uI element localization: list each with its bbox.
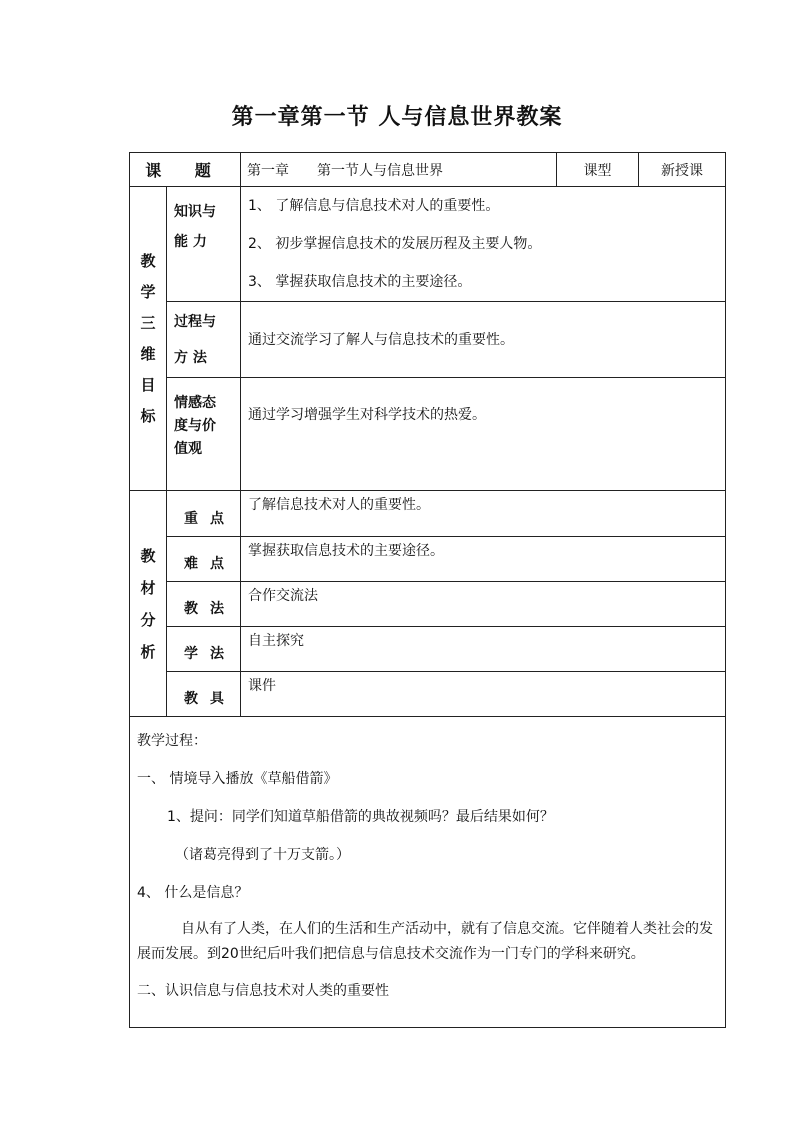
process-question-1: 1、提问：同学们知道草船借箭的典故视频吗？最后结果如何？ xyxy=(167,809,554,825)
lesson-section: 第一节人与信息世界 xyxy=(317,162,444,179)
header-row xyxy=(130,153,726,187)
objectives-group-label: 教 学 三 维 目 标 xyxy=(130,187,167,491)
analysis-label: 学 法 xyxy=(167,627,241,672)
type-value: 新授课 xyxy=(639,153,726,187)
analysis-label: 教 具 xyxy=(167,672,241,717)
process-paragraph: 自从有了人类，在人们的生活和生产活动中，就有了信息交流。它伴随着人类社会的发展而发展。到20世纪后叶我们把信息与信息技术交流作为一门专门的学科来研究。 xyxy=(137,921,713,962)
analysis-row xyxy=(130,627,726,672)
process-method-label: 过程与 方 法 xyxy=(167,302,241,378)
knowledge-item: 1、 了解信息与信息技术对人的重要性。 xyxy=(248,198,500,214)
knowledge-content xyxy=(241,187,726,302)
document-title: 第一章第一节 人与信息世界教案 xyxy=(231,105,563,130)
lesson-plan-table xyxy=(129,152,726,1028)
analysis-row xyxy=(130,537,726,582)
analysis-row xyxy=(130,491,726,537)
analysis-row xyxy=(130,672,726,717)
type-label: 课型 xyxy=(557,153,639,187)
process-step-1: 一、 情境导入播放《草船借箭》 xyxy=(137,771,338,787)
process-answer-1: （诸葛亮得到了十万支箭。） xyxy=(175,847,350,863)
analysis-group-label: 教 材 分 析 xyxy=(130,491,167,717)
knowledge-item: 2、 初步掌握信息技术的发展历程及主要人物。 xyxy=(248,236,542,252)
analysis-value: 合作交流法 xyxy=(241,582,726,627)
lesson-chapter: 第一章 xyxy=(247,162,290,179)
objective-emotion-row xyxy=(130,378,726,491)
teaching-process-row xyxy=(130,717,726,1028)
analysis-value: 了解信息技术对人的重要性。 xyxy=(241,491,726,537)
analysis-value: 自主探究 xyxy=(241,627,726,672)
emotion-label: 情感态 度与价 值观 xyxy=(167,378,241,491)
analysis-label: 重 点 xyxy=(167,491,241,537)
lesson-value xyxy=(241,153,557,187)
process-step-4: 4、 什么是信息？ xyxy=(137,885,249,901)
analysis-value: 课件 xyxy=(241,672,726,717)
knowledge-label: 知识与 能 力 xyxy=(167,187,241,302)
analysis-label: 难 点 xyxy=(167,537,241,582)
objective-process-row xyxy=(130,302,726,378)
emotion-value: 通过学习增强学生对科学技术的热爱。 xyxy=(241,378,726,491)
knowledge-item: 3、 掌握获取信息技术的主要途径。 xyxy=(248,274,472,290)
objective-knowledge-row xyxy=(130,187,726,302)
process-method-value: 通过交流学习了解人与信息技术的重要性。 xyxy=(241,302,726,378)
process-step-2: 二、认识信息与信息技术对人类的重要性 xyxy=(137,983,389,999)
teaching-process xyxy=(130,717,726,1028)
analysis-label: 教 法 xyxy=(167,582,241,627)
lesson-label: 课 题 xyxy=(130,153,241,187)
analysis-value: 掌握获取信息技术的主要途径。 xyxy=(241,537,726,582)
analysis-row xyxy=(130,582,726,627)
process-heading: 教学过程： xyxy=(137,733,207,749)
